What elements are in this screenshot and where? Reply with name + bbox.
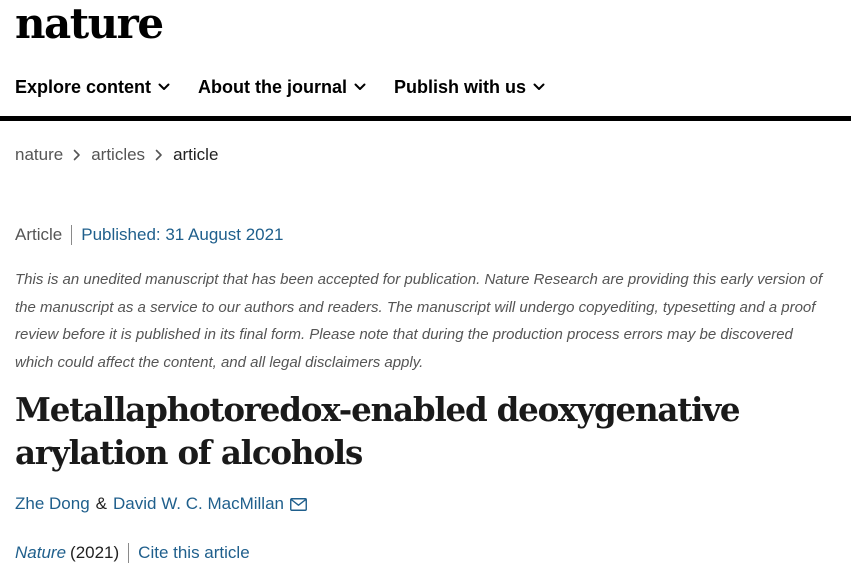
citation-line bbox=[15, 543, 250, 563]
chevron-right-icon bbox=[155, 149, 163, 161]
nav-about-the-journal-label: About the journal bbox=[198, 76, 348, 97]
nature-logo[interactable]: nature bbox=[15, 0, 163, 48]
header-divider bbox=[0, 116, 851, 121]
author-separator: & bbox=[95, 494, 108, 513]
author-link-zhe-dong[interactable]: Zhe Dong bbox=[15, 494, 90, 513]
email-icon[interactable] bbox=[290, 498, 307, 511]
publication-year: (2021) bbox=[70, 543, 120, 562]
breadcrumb-articles[interactable]: articles bbox=[91, 145, 146, 164]
chevron-down-icon bbox=[158, 83, 170, 91]
chevron-right-icon bbox=[73, 149, 81, 161]
breadcrumb-current: article bbox=[173, 145, 219, 164]
published-date: Published: 31 August 2021 bbox=[81, 225, 284, 244]
nav-explore-content-label: Explore content bbox=[15, 76, 152, 97]
unedited-manuscript-notice: This is an unedited manuscript that has been accepted for publication. Nature Research are providing this early version of the manuscript as a service to our authors and readers. The manuscript will undergo copyediting, typesetting and a proof review before it is published in its final form. Please note that during the production process errors may be discovered which could affect the content, and all legal disclaimers apply. bbox=[15, 271, 823, 371]
author-link-david-macmillan[interactable]: David W. C. MacMillan bbox=[113, 494, 284, 513]
citation-divider bbox=[128, 543, 129, 563]
nav-publish-with-us[interactable] bbox=[394, 77, 545, 98]
article-meta bbox=[15, 225, 284, 245]
author-list bbox=[15, 494, 307, 514]
breadcrumb bbox=[15, 145, 218, 165]
journal-name: Nature bbox=[15, 543, 67, 562]
nav-publish-with-us-label: Publish with us bbox=[394, 76, 527, 97]
breadcrumb-nature[interactable]: nature bbox=[15, 145, 64, 164]
article-type: Article bbox=[15, 225, 63, 244]
nav-about-the-journal[interactable] bbox=[198, 77, 366, 98]
article-title: Metallaphotoredox-enabled deoxygenative arylation of alcohols bbox=[15, 390, 740, 472]
cite-this-article-link[interactable]: Cite this article bbox=[138, 543, 250, 562]
nav-explore-content[interactable] bbox=[15, 77, 170, 98]
chevron-down-icon bbox=[354, 83, 366, 91]
meta-divider bbox=[71, 225, 72, 245]
chevron-down-icon bbox=[533, 83, 545, 91]
main-nav bbox=[15, 74, 545, 100]
